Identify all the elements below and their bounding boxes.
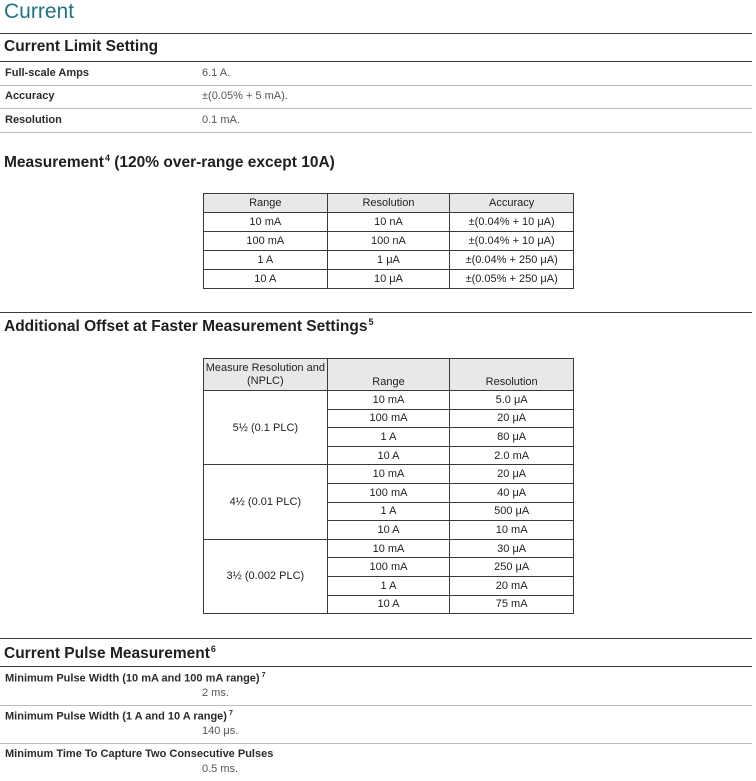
pulse-width-small-value: 2 ms. [202, 687, 229, 699]
table-cell: 100 mA [327, 409, 450, 428]
table-cell: 10 mA [327, 539, 450, 558]
table-header-row [204, 359, 574, 391]
accuracy-label: Accuracy [5, 90, 55, 102]
pulse-heading: Current Pulse Measurement$^6$ [4, 644, 216, 663]
table-cell: ±(0.04% + 250 μA) [450, 251, 574, 270]
table-cell: 10 mA [450, 521, 574, 540]
table-header-row [204, 194, 574, 213]
table-cell: 20 μA [450, 409, 574, 428]
table-cell: 1 A [204, 251, 328, 270]
nplc-cell: 3½ (0.002 PLC) [204, 539, 328, 613]
divider [0, 638, 752, 639]
table-cell: 10 mA [327, 391, 450, 410]
table-cell: 500 μA [450, 502, 574, 521]
column-header: Range [327, 359, 450, 391]
column-header: Resolution [450, 359, 574, 391]
table-row [204, 213, 574, 232]
table-row [204, 539, 574, 558]
table-cell: 100 mA [204, 232, 328, 251]
table-cell: 2.0 mA [450, 446, 574, 465]
table-row [204, 251, 574, 270]
resolution-label: Resolution [5, 114, 62, 126]
table-cell: 10 A [327, 595, 450, 614]
divider [0, 61, 752, 62]
table-cell: ±(0.04% + 10 μA) [450, 213, 574, 232]
table-row [204, 391, 574, 410]
table-cell: 10 nA [327, 213, 450, 232]
table-cell: 250 μA [450, 558, 574, 577]
resolution-value: 0.1 mA. [202, 114, 240, 126]
column-header: Accuracy [450, 194, 574, 213]
measurement-heading: Measurement$^4$ (120% over-range except 10A) [4, 153, 335, 172]
table-cell: 1 μA [327, 251, 450, 270]
table-cell: 100 nA [327, 232, 450, 251]
table-row [204, 465, 574, 484]
column-header: Measure Resolution and (NPLC) [204, 359, 328, 391]
nplc-cell: 4½ (0.01 PLC) [204, 465, 328, 539]
table-cell: 20 mA [450, 576, 574, 595]
full-scale-amps-value: 6.1 A. [202, 67, 231, 79]
divider [0, 743, 752, 744]
divider [0, 666, 752, 667]
table-cell: 10 mA [204, 213, 328, 232]
pulse-width-small-label: Minimum Pulse Width (10 mA and 100 mA range) $^7$ [5, 672, 266, 685]
table-cell: 10 A [204, 270, 328, 289]
divider [0, 85, 752, 86]
page-title: Current [4, 0, 75, 23]
table-row [204, 270, 574, 289]
table-cell: 5.0 μA [450, 391, 574, 410]
table-cell: 1 A [327, 502, 450, 521]
measurement-table [203, 193, 574, 289]
table-cell: 30 μA [450, 539, 574, 558]
pulse-width-large-label: Minimum Pulse Width (1 A and 10 A range) $^7$ [5, 710, 233, 723]
divider [0, 33, 752, 34]
table-cell: 10 A [327, 446, 450, 465]
divider [0, 705, 752, 706]
table-cell: 10 μA [327, 270, 450, 289]
table-cell: 75 mA [450, 595, 574, 614]
table-cell: 10 mA [327, 465, 450, 484]
divider [0, 312, 752, 313]
consecutive-pulses-label: Minimum Time To Capture Two Consecutive Pulses [5, 748, 274, 760]
offset-heading: Additional Offset at Faster Measurement Settings$^5$ [4, 317, 374, 336]
current-limit-heading: Current Limit Setting [4, 38, 159, 55]
accuracy-value: ±(0.05% + 5 mA). [202, 90, 288, 102]
full-scale-amps-label: Full-scale Amps [5, 67, 89, 79]
table-cell: 100 mA [327, 483, 450, 502]
column-header: Resolution [327, 194, 450, 213]
nplc-cell: 5½ (0.1 PLC) [204, 391, 328, 465]
divider [0, 108, 752, 109]
pulse-width-large-value: 140 μs. [202, 725, 239, 737]
table-cell: 40 μA [450, 483, 574, 502]
table-cell: 20 μA [450, 465, 574, 484]
divider [0, 132, 752, 133]
table-cell: 1 A [327, 428, 450, 447]
column-header: Range [204, 194, 328, 213]
table-cell: 100 mA [327, 558, 450, 577]
table-cell: 80 μA [450, 428, 574, 447]
table-cell: ±(0.05% + 250 μA) [450, 270, 574, 289]
offset-table [203, 358, 574, 614]
table-cell: 10 A [327, 521, 450, 540]
table-row [204, 232, 574, 251]
table-cell: ±(0.04% + 10 μA) [450, 232, 574, 251]
consecutive-pulses-value: 0.5 ms. [202, 763, 239, 775]
table-cell: 1 A [327, 576, 450, 595]
